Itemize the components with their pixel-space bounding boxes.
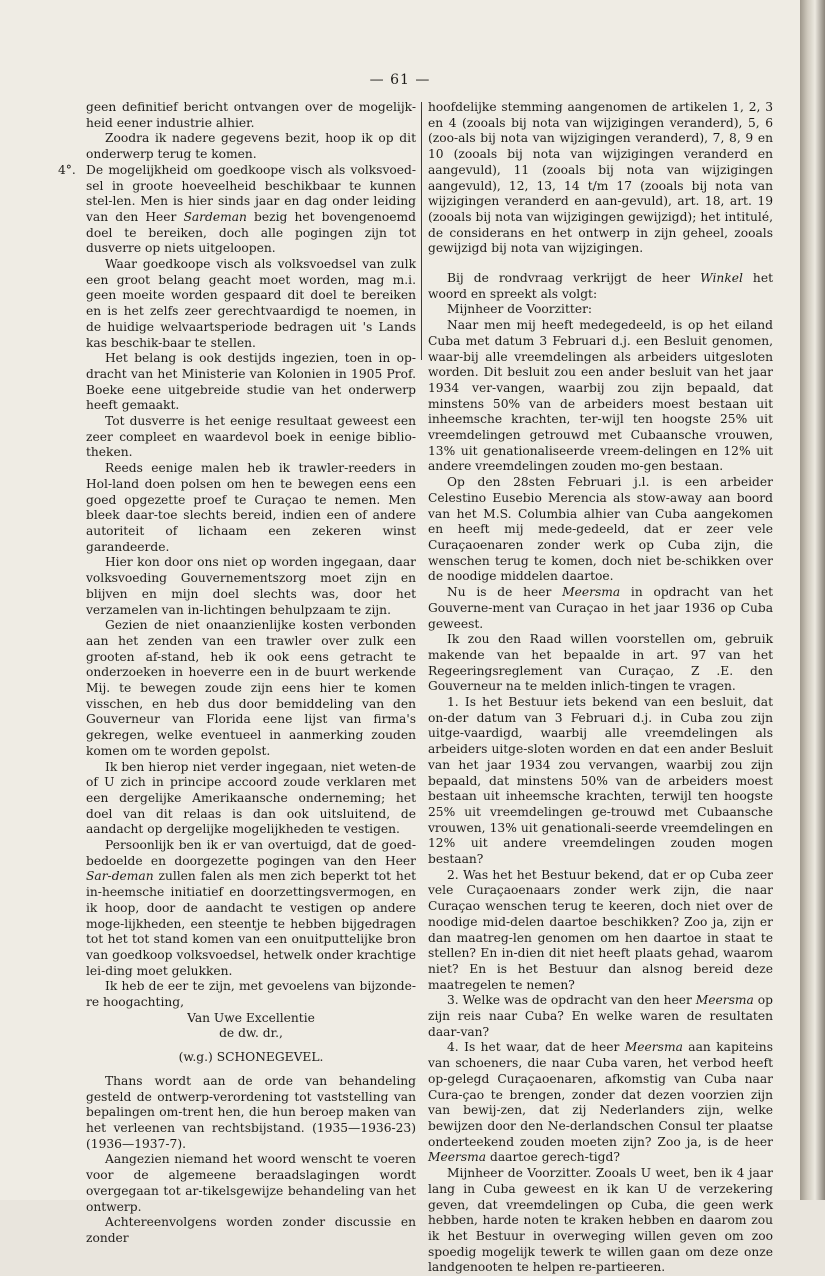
paragraph: Reeds eenige malen heb ik trawler-reeders in Hol-land doen polsen om hen te bewegen eens een goed opgezette proef te Curaçao te nemen. Men bleek daar-toe slechts bereid, indien een of andere autoriteit of lichaam een zekeren winst garandeerde. bbox=[86, 461, 416, 554]
paragraph: Aangezien niemand het woord wenscht te voeren voor de algemeene beraadslagingen wordt overgegaan tot ar-tikelsgewijze behandeling van het ontwerp. bbox=[86, 1152, 416, 1214]
paragraph: Mijnheer de Voorzitter. Zooals U weet, ben ik 4 jaar lang in Cuba geweest en ik kan U de verzekering geven, dat vreemdelingen op Cuba, die geen werk hebben, harde noten te kraken hebben en daarom zou ik het Bestuur in overweging willen geven om zoo spoedig mogelijk tewerk te willen gaan om deze onze landgenooten te helpen re-partieeren. bbox=[428, 1166, 773, 1275]
paragraph: Op den 28sten Februari j.l. is een arbeider Celestino Eusebio Merencia als stow-away aan boord van het M.S. Columbia alhier van Cuba aangekomen en heeft mij mede-gedeeld, dat er zeer vele Curaçaoenaren zonder werk op Cuba zijn, die wenschen terug te komen, doch niet be-schikken over de noodige middelen daartoe. bbox=[428, 475, 773, 584]
paragraph: Van Uwe Excellentie bbox=[187, 1010, 315, 1025]
left-column bbox=[58, 100, 416, 1247]
paragraph: 4°. De mogelijkheid om goedkoope visch als volksvoed-sel in groote hoeveelheid beschikbaar te kunnen stel-len. Men is hier sinds jaar en dag onder leiding van den Heer Sardeman bezig het bovengenoemd doel te bereiken, doch alle pogingen zijn tot dusverre op niets uitgeloopen. bbox=[58, 162, 416, 256]
name-emphasis: Meersma bbox=[624, 1040, 683, 1055]
paragraph: Waar goedkoope visch als volksvoedsel van zulk een groot belang geacht moet worden, mag m.i. geen moeite worden gespaard dit doel te bereiken en is het zelfs zeer gerechtvaardigd te noemen, in de huidige welvaartsperiode bedragen uit 's Lands kas beschik-baar te stellen. bbox=[86, 257, 416, 350]
paragraph: Mijnheer de Voorzitter: bbox=[447, 302, 593, 317]
column-divider bbox=[421, 102, 422, 360]
paragraph: Hier kon door ons niet op worden ingegaan, daar volksvoeding Gouvernementszorg moet zijn en blijven en mijn doel slechts was, door het verzamelen van in-lichtingen behulpzaam te zijn. bbox=[86, 555, 416, 617]
paragraph: de dw. dr., bbox=[219, 1026, 283, 1041]
paragraph: Naar men mij heeft medegedeeld, is op het eiland Cuba met datum 3 Februari d.j. een Besluit genomen, waar-bij alle vreemdelingen als arbeiders uitgesloten worden. Dit besluit zou een ander besluit van het jaar 1934 ver-vangen, waarbij zou zijn bepaald, dat minstens 50% van de arbeiders moest bestaan uit inheemsche krachten, ter-wijl ten hoogste 25% uit vreemdelingen getrouwd met Cubaansche vrouwen, 13% uit genationaliseerde vreem-delingen en 12% uit andere vreemdelingen zouden mo-gen bestaan. bbox=[428, 318, 773, 474]
name-emphasis: Meersma bbox=[562, 585, 621, 600]
signature: (w.g.) SCHONEGEVEL. bbox=[178, 1050, 324, 1065]
name-emphasis: Winkel bbox=[700, 271, 743, 286]
paragraph: Tot dusverre is het eenige resultaat geweest een zeer compleet en waardevol boek in eenige biblio-theken. bbox=[86, 414, 416, 460]
paragraph: Thans wordt aan de orde van behandeling gesteld de ontwerp-verordening tot vaststelling van bepalingen om-trent hen, die hun beroep maken van het verleenen van rechtsbijstand. (1935—1936-23) (1936—1937-7). bbox=[86, 1073, 416, 1151]
paragraph: 3. Welke was de opdracht van den heer Meersma op zijn reis naar Cuba? En welke waren de resultaten daar-van? bbox=[428, 993, 773, 1039]
name-emphasis: Sardeman bbox=[183, 209, 247, 224]
page-number: — 61 — bbox=[369, 72, 431, 88]
name-emphasis: Meersma bbox=[695, 993, 754, 1008]
paragraph: hoofdelijke stemming aangenomen de artikelen 1, 2, 3 en 4 (zooals bij nota van wijzigingen veranderd), 5, 6 (zoo-als bij nota van wijzigingen veranderd), 7, 8, 9 en 10 (zooals bij nota van wijzigingen veranderd en aangevuld), 11 (zooals bij nota van wijzigingen aangevuld), 12, 13, 14 t/m 17 (zooals bij nota van wijzigingen veranderd en aan-gevuld), art. 18, art. 19 (zooals bij nota van wijzigingen gewijzigd); het intitulé, de considerans en het ontwerp in zijn geheel, zooals gewijzigd bij nota van wijzigingen. bbox=[428, 100, 773, 256]
paragraph: 1. Is het Bestuur iets bekend van een besluit, dat on-der datum van 3 Februari d.j. in Cuba zou zijn uitge-vaardigd, waarbij alle vreemdelingen als arbeiders uitge-sloten worden en dat een ander Besluit van het jaar 1934 zou vervangen, waarbij zou zijn bepaald, dat minstens 50% van de arbeiders moest bestaan uit inheemsche krachten, terwijl ten hoogste 25% uit vreemdelingen ge-trouwd met Cubaansche vrouwen, 13% uit genationali-seerde vreemdelingen en 12% uit andere vreemdelingen zouden mogen bestaan? bbox=[428, 695, 773, 867]
paragraph: Bij de rondvraag verkrijgt de heer Winkel het woord en spreekt als volgt: bbox=[428, 271, 773, 301]
paragraph: 4. Is het waar, dat de heer Meersma aan kapiteins van schoeners, die naar Cuba varen, het verbod heeft op-gelegd Curaçaoenaren, afkomstig van Cuba naar Cura-çao te brengen, zonder dat dezen voorzien zijn van bewij-zen, dat zij Nederlanders zijn, welke bewijzen door den Ne-derlandschen Consul ter plaatse onderteekend zouden moeten zijn? Zoo ja, is de heer Meersma daartoe gerech-tigd? bbox=[428, 1040, 773, 1165]
right-column bbox=[428, 100, 773, 1276]
paragraph: Gezien de niet onaanzienlijke kosten verbonden aan het zenden van een trawler over zulk een grooten af-stand, heb ik ook eens getracht te onderzoeken in hoeverre een in de buurt werkende Mij. te bewegen zoude zijn eens hier te komen visschen, en heb dus door bemiddeling van den Gouverneur van Florida eene lijst van firma's gekregen, welke eventueel in aanmerking zouden komen om te worden gepolst. bbox=[86, 618, 416, 758]
name-emphasis: Sar-deman bbox=[86, 869, 154, 884]
paragraph: Ik zou den Raad willen voorstellen om, gebruik makende van het bepaalde in art. 97 van het Regeeringsreglement van Curaçao, Z .E. den Gouverneur na te melden inlich-tingen te vragen. bbox=[428, 632, 773, 694]
paragraph: Het belang is ook destijds ingezien, toen in op-dracht van het Ministerie van Kolonien in 1905 Prof. Boeke eene uitgebreide studie van het onderwerp heeft gemaakt. bbox=[86, 351, 416, 413]
paragraph: Ik ben hierop niet verder ingegaan, niet weten-de of U zich in principe accoord zoude verklaren met een dergelijke Amerikaansche onderneming; het doel van dit relaas is dan ook uitsluitend, de aandacht op dergelijke mogelijkheden te vestigen. bbox=[86, 759, 416, 837]
paragraph: Ik heb de eer te zijn, met gevoelens van bijzonde-re hoogachting, bbox=[86, 979, 416, 1010]
paragraph: Achtereenvolgens worden zonder discussie en zonder bbox=[86, 1215, 416, 1245]
paragraph: geen definitief bericht ontvangen over de mogelijk-heid eener industrie alhier. bbox=[86, 100, 416, 130]
name-emphasis: Meersma bbox=[428, 1150, 487, 1165]
paragraph: Nu is de heer Meersma in opdracht van het Gouverne-ment van Curaçao in het jaar 1936 op Cuba geweest. bbox=[428, 585, 773, 631]
paragraph: Persoonlijk ben ik er van overtuigd, dat de goed-bedoelde en doorgezette pogingen van den Heer Sar-deman zullen falen als men zich beperkt tot het in-heemsche initiatief en doorzettingsvermogen, en ik hoop, door de aandacht te vestigen op andere moge-lijkheden, een steentje te hebben bijgedragen tot het tot stand komen van een onuitputtelijke bron van goedkoop volksvoedsel, hetwelk onder krachtige lei-ding moet gelukken. bbox=[86, 838, 416, 978]
item-number: 4°. bbox=[58, 162, 76, 177]
paragraph: Zoodra ik nadere gegevens bezit, hoop ik op dit onderwerp terug te komen. bbox=[86, 131, 416, 162]
paragraph: 2. Was het het Bestuur bekend, dat er op Cuba zeer vele Curaçaoenaars zonder werk zijn, die naar Curaçao wenschen terug te keeren, doch niet over de noodige mid-delen daartoe beschikken? Zoo ja, zijn er dan maatreg-len genomen om hen daartoe in staat te stellen? En in-dien dit niet heeft plaats gehad, waarom niet? En is het Bestuur dan alsnog bereid deze maatregelen te nemen? bbox=[428, 867, 773, 992]
book-spine bbox=[800, 0, 825, 1200]
